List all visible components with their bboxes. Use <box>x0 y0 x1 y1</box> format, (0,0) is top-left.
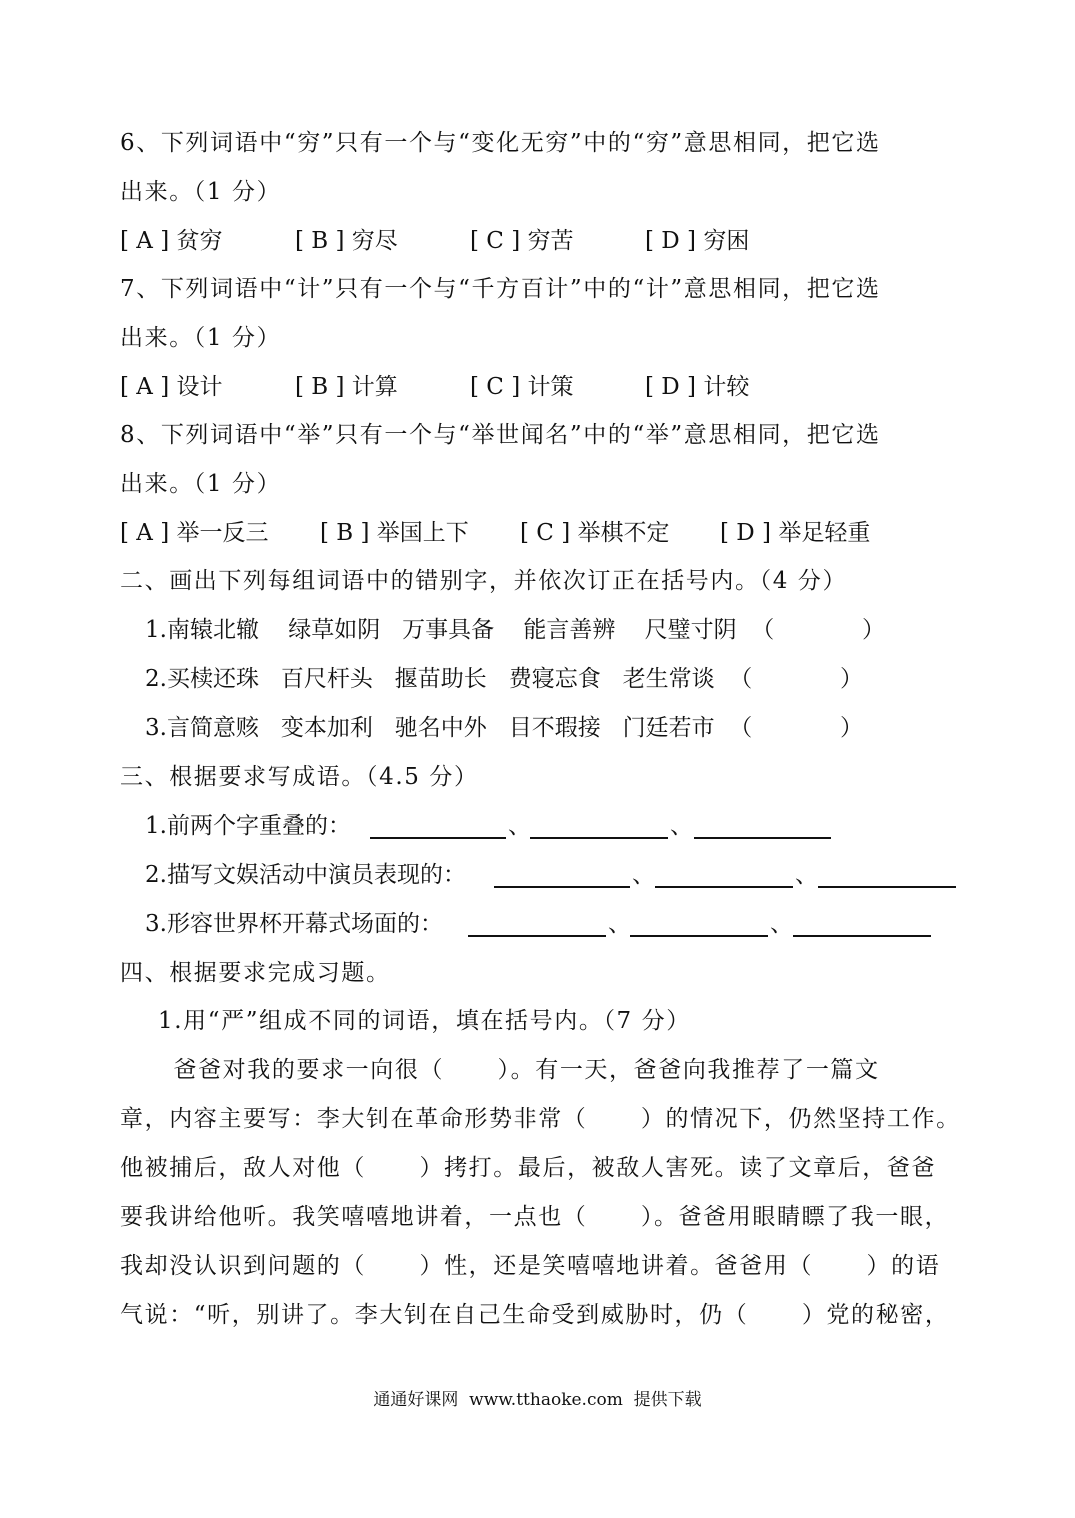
section3-item-2-sep-1: 、 <box>632 862 655 888</box>
section3-item-3-blank-2[interactable] <box>630 935 768 937</box>
q8-option-a: [ A ] 举一反三 <box>120 520 269 546</box>
section3-item-1-sep-1: 、 <box>508 813 531 839</box>
passage-line-6: 气说：“听，别讲了。李大钊在自己生命受到威胁时，仍（ ）党的秘密， <box>120 1302 950 1328</box>
q7-option-c: [ C ] 计策 <box>470 374 574 400</box>
q8-line1: 8、下列词语中“举”只有一个与“举世闻名”中的“举”意思相同，把它选 <box>120 422 881 448</box>
section3-item-1-sep-2: 、 <box>670 813 693 839</box>
page-footer: 通通好课网 www.tthaoke.com 提供下载 <box>373 1390 702 1410</box>
q7-option-b: [ B ] 计算 <box>295 374 398 400</box>
q8-option-b: [ B ] 举国上下 <box>320 520 469 546</box>
section3-item-1-blank-1[interactable] <box>370 837 506 839</box>
q7-option-d: [ D ] 计较 <box>645 374 750 400</box>
section2-row-3: 3.言简意赅 变本加利 驰名中外 目不瑕接 门廷若市 （ ） <box>145 715 864 741</box>
section3-item-3-sep-1: 、 <box>608 911 631 937</box>
section3-item-3-label: 3.形容世界杯开幕式场面的： <box>145 911 443 937</box>
section3-item-3-blank-3[interactable] <box>793 935 931 937</box>
q7-line1: 7、下列词语中“计”只有一个与“千方百计”中的“计”意思相同，把它选 <box>120 276 881 302</box>
section3-item-3-sep-2: 、 <box>770 911 793 937</box>
section3-item-2-blank-3[interactable] <box>818 886 956 888</box>
q8-line2: 出来。（1 分） <box>120 471 282 497</box>
section3-item-1-blank-2[interactable] <box>530 837 668 839</box>
passage-line-5: 我却没认识到问题的（ ）性，还是笑嘻嘻地讲着。爸爸用（ ）的语 <box>120 1253 941 1279</box>
section3-item-2-blank-2[interactable] <box>655 886 793 888</box>
passage-line-4: 要我讲给他听。我笑嘻嘻地讲着，一点也（ ）。爸爸用眼睛瞟了我一眼， <box>120 1204 950 1230</box>
q7-option-a: [ A ] 设计 <box>120 374 223 400</box>
q6-option-c: [ C ] 穷苦 <box>470 228 574 254</box>
section3-item-1-label: 1.前两个字重叠的： <box>145 813 351 839</box>
q6-option-a: [ A ] 贫穷 <box>120 228 223 254</box>
passage-line-1: 爸爸对我的要求一向很（ ）。有一天，爸爸向我推荐了一篇文 <box>120 1057 880 1083</box>
passage-line-3: 他被捕后，敌人对他（ ）拷打。最后，被敌人害死。读了文章后，爸爸 <box>120 1155 937 1181</box>
section3-heading: 三、根据要求写成语。（4.5 分） <box>120 764 479 790</box>
section2-row-1: 1.南辕北辙 绿草如阴 万事具备 能言善辨 尺璧寸阴 （ ） <box>145 617 885 643</box>
section3-item-1-blank-3[interactable] <box>694 837 831 839</box>
section3-item-3-blank-1[interactable] <box>468 935 606 937</box>
q6-option-d: [ D ] 穷困 <box>645 228 750 254</box>
q6-option-b: [ B ] 穷尽 <box>295 228 398 254</box>
q8-option-d: [ D ] 举足轻重 <box>720 520 871 546</box>
q7-line2: 出来。（1 分） <box>120 325 282 351</box>
passage-line-2: 章，内容主要写：李大钊在革命形势非常（ ）的情况下，仍然坚持工作。 <box>120 1106 961 1132</box>
section2-heading: 二、画出下列每组词语中的错别字，并依次订正在括号内。（4 分） <box>120 568 848 594</box>
q6-line2: 出来。（1 分） <box>120 179 282 205</box>
section3-item-2-label: 2.描写文娱活动中演员表现的： <box>145 862 466 888</box>
section4-heading: 四、根据要求完成习题。 <box>120 960 391 986</box>
section3-item-2-blank-1[interactable] <box>494 886 630 888</box>
section4-sub1: 1.用“严”组成不同的词语，填在括号内。（7 分） <box>158 1008 691 1034</box>
q8-option-c: [ C ] 举棋不定 <box>520 520 670 546</box>
section2-row-2: 2.买椟还珠 百尺杆头 揠苗助长 费寝忘食 老生常谈 （ ） <box>145 666 864 692</box>
q6-line1: 6、下列词语中“穷”只有一个与“变化无穷”中的“穷”意思相同，把它选 <box>120 130 881 156</box>
section3-item-2-sep-2: 、 <box>795 862 818 888</box>
